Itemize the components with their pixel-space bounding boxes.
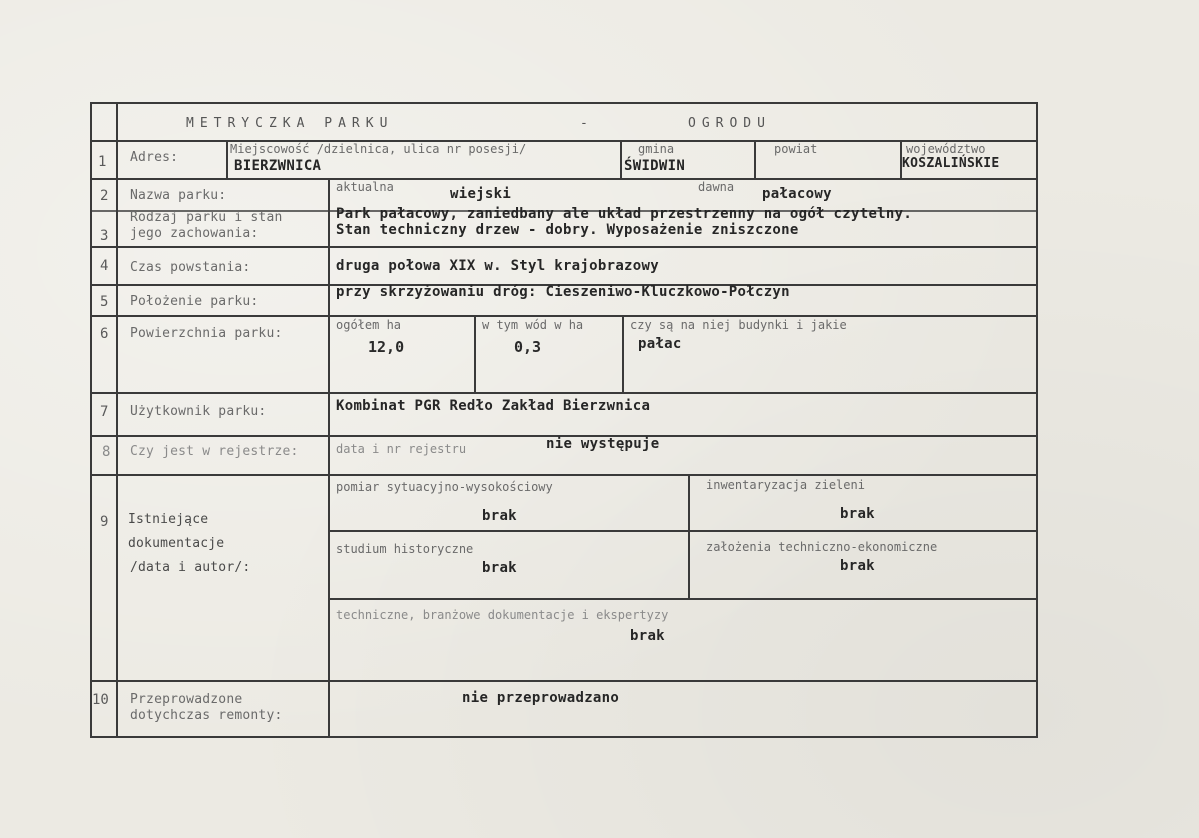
row2-label: Nazwa parku: [130,188,227,203]
buildings-value: pałac [638,336,682,352]
divider-doc-row2 [330,598,1038,600]
survey-label: pomiar sytuacyjno-wysokościowy [336,480,553,494]
tech-econ-value: brak [840,558,875,574]
row9-label-line3: /data i autor/: [130,560,251,575]
gmina-label: gmina [638,142,675,156]
title-dash: - [580,116,594,131]
row10-value: nie przeprowadzano [462,690,620,706]
technical-docs-label: techniczne, branżowe dokumentacje i ekspertyzy [336,608,669,622]
locality-label: Miejscowość /dzielnica, ulica nr posesji/ [230,142,527,156]
row9-label-line2: dokumentacje [128,536,225,551]
row1-label: Adres: [130,150,179,165]
row3-value-line1: Park pałacowy, zaniedbany ale układ przestrzenny na ogół czytelny. [336,206,913,222]
row5-label: Położenie parku: [130,294,259,309]
title-left: METRYCZKA PARKU [186,116,394,131]
divider-row8 [90,474,1038,476]
row3-value-line2: Stan techniczny drzew - dobry. Wyposażenie zniszczone [336,222,799,238]
title-right: OGRODU [688,116,771,131]
inventory-value: brak [840,506,875,522]
border-top [90,102,1038,104]
row7-label: Użytkownik parku: [130,404,267,419]
row5-value: przy skrzyżowaniu dróg: Cieszeniwo-Kluczkowo-Połczyn [336,284,790,300]
row7-number: 7 [100,404,109,420]
divider-doc-row1 [330,530,1038,532]
area-water-label: w tym wód w ha [482,318,584,332]
row3-number: 3 [100,228,109,244]
row7-value: Kombinat PGR Redło Zakład Bierzwnica [336,398,651,414]
register-value: nie występuje [546,436,660,452]
row6-number: 6 [100,326,109,342]
area-total-label: ogółem ha [336,318,402,332]
row4-label: Czas powstania: [130,260,251,275]
gmina-value: ŚWIDWIN [624,158,686,174]
inventory-label: inwentaryzacja zieleni [706,478,865,492]
divider-row3 [90,246,1038,248]
divider-gmina [620,140,622,178]
buildings-label: czy są na niej budynki i jakie [630,318,847,332]
area-total-value: 12,0 [368,338,405,356]
row5-number: 5 [100,294,109,310]
history-value: brak [482,560,517,576]
locality-value: BIERZWNICA [234,158,322,174]
divider-address-label [226,140,228,178]
history-label: studium historyczne [336,542,474,556]
row9-number: 9 [100,514,109,530]
divider-row1 [90,178,1038,180]
row10-label-line2: dotychczas remonty: [130,708,283,723]
row8-number: 8 [102,444,111,460]
survey-value: brak [482,508,517,524]
row9-label-line1: Istniejące [128,512,209,527]
row6-label: Powierzchnia parku: [130,326,283,341]
row1-number: 1 [98,154,107,170]
row10-number: 10 [92,692,109,708]
tech-econ-label: założenia techniczno-ekonomiczne [706,540,938,554]
divider-number-col [116,102,118,738]
divider-docs-col [688,474,690,598]
row4-value: druga połowa XIX w. Styl krajobrazowy [336,258,659,274]
row4-number: 4 [100,258,109,274]
technical-docs-value: brak [630,628,665,644]
park-record-card [90,102,1040,740]
row3-label-line1: Rodzaj parku i stan [130,210,283,225]
current-name-label: aktualna [336,180,394,194]
row3-label-line2: jego zachowania: [130,226,259,241]
register-label: data i nr rejestru [336,442,467,456]
divider-label-col [328,178,330,738]
area-water-value: 0,3 [514,338,542,356]
row2-number: 2 [100,188,109,204]
former-name-label: dawna [698,180,735,194]
woj-value: KOSZALIŃSKIE [902,156,1000,171]
divider-row9 [90,680,1038,682]
former-name-value: pałacowy [762,186,832,202]
divider-area-water [622,315,624,392]
border-right [1036,102,1038,738]
powiat-label: powiat [774,142,818,156]
row8-label: Czy jest w rejestrze: [130,444,299,459]
border-left [90,102,92,738]
divider-row6 [90,392,1038,394]
divider-row5 [90,315,1038,317]
divider-powiat [754,140,756,178]
row10-label-line1: Przeprowadzone [130,692,243,707]
border-bottom [90,736,1038,738]
current-name-value: wiejski [450,186,512,202]
woj-label: województwo [906,142,986,156]
divider-area-total [474,315,476,392]
